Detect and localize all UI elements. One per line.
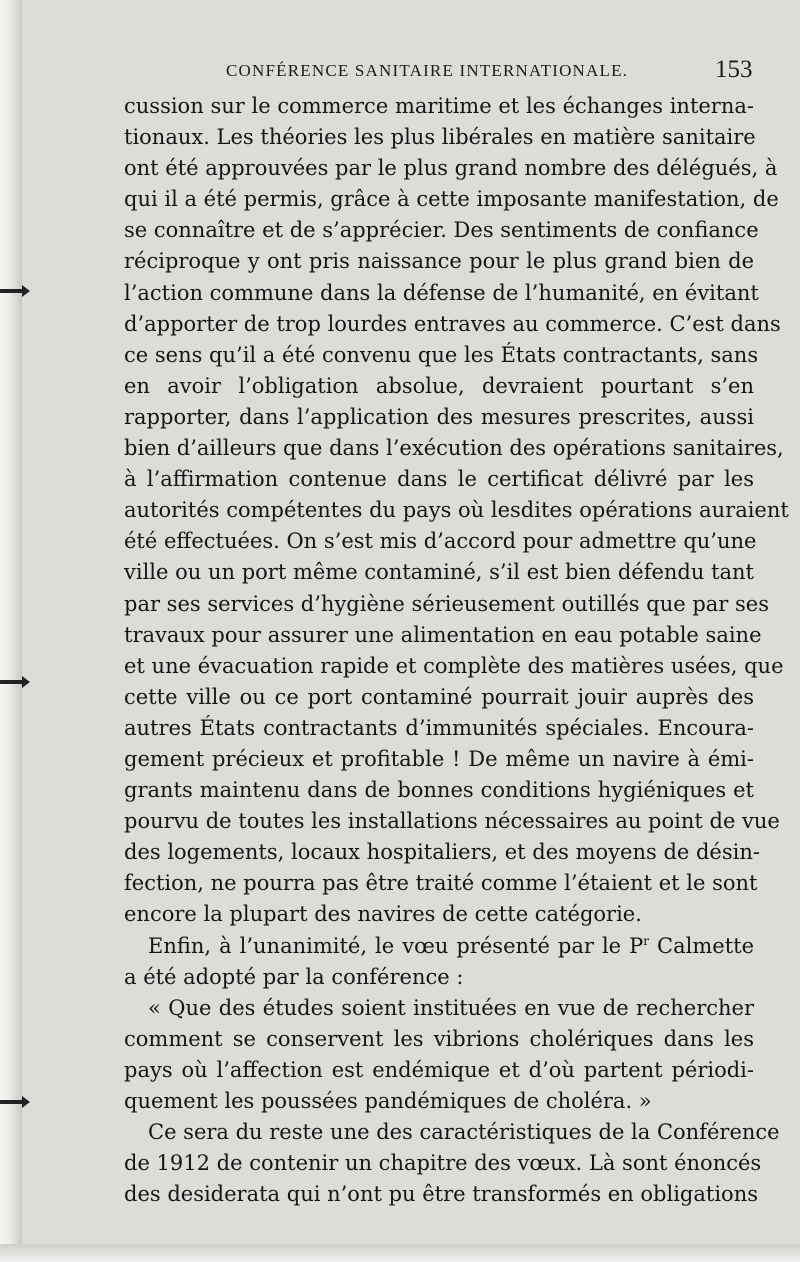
text-line: « Que des études soient instituées en vue de rechercher: [148, 995, 754, 1020]
text-line: réciproque y ont pris naissance pour le plus grand bien de: [124, 249, 754, 274]
text-line: l’action commune dans la défense de l’humanité, en évitant: [124, 280, 759, 305]
text-line: pourvu de toutes les installations nécessaires au point de vue: [124, 809, 780, 834]
text-segment: Calmette: [649, 933, 754, 958]
text-line: et une évacuation rapide et complète des matières usées, que: [124, 653, 784, 678]
text-line: à l’affirmation contenue dans le certificat délivré par les: [124, 467, 754, 492]
text-line: ce sens qu’il a été convenu que les États contractants, sans: [124, 342, 759, 367]
text-line: en avoir l’obligation absolue, devraient pourtant s’en: [124, 373, 754, 398]
page-bottom-edge: [0, 1244, 800, 1262]
text-line: pays où l’affection est endémique et d’où partent périodi-: [124, 1057, 754, 1082]
text-line: gement précieux et profitable ! De même un navire à émi-: [124, 746, 754, 771]
margin-tick-mark: [0, 680, 22, 684]
text-line: ville ou un port même contaminé, s’il est bien défendu tant: [124, 560, 754, 585]
text-line: autres États contractants d’immunités spéciales. Encoura-: [124, 715, 754, 740]
text-line: de 1912 de contenir un chapitre des vœux. Là sont énoncés: [124, 1151, 762, 1176]
body-text: [124, 91, 789, 1210]
text-line: qui il a été permis, grâce à cette imposante manifestation, de: [124, 187, 779, 212]
text-line: cussion sur le commerce maritime et les échanges interna-: [124, 94, 754, 118]
text-line: par ses services d’hygiène sérieusement outillés que par ses: [124, 591, 769, 616]
text-line: été effectuées. On s’est mis d’accord pour admettre qu’une: [124, 529, 757, 554]
page-number: 153: [715, 56, 753, 83]
text-line: rapporter, dans l’application des mesures prescrites, aussi: [124, 404, 754, 429]
text-line: a été adopté par la conférence :: [124, 964, 464, 989]
superscript-r: r: [643, 933, 650, 948]
text-line: ont été approuvées par le plus grand nombre des délégués, à: [124, 156, 778, 181]
text-line: autorités compétentes du pays où lesdites opérations auraient: [124, 498, 789, 523]
text-line: des desiderata qui n’ont pu être transformés en obligations: [124, 1182, 758, 1207]
text-line: Ce sera du reste une des caractéristiques de la Conférence: [148, 1120, 780, 1145]
text-line: d’apporter de trop lourdes entraves au commerce. C’est dans: [124, 311, 781, 336]
running-header: [0, 56, 800, 85]
text-line: fection, ne pourra pas être traité comme l’étaient et le sont: [124, 871, 758, 896]
margin-tick-mark: [0, 1100, 22, 1104]
running-header-title: CONFÉRENCE SANITAIRE INTERNATIONALE.: [226, 61, 629, 80]
text-segment: Enfin, à l’unanimité, le vœu présenté par le P: [148, 933, 644, 958]
text-line: bien d’ailleurs que dans l’exécution des opérations sanitaires,: [124, 436, 784, 461]
text-line: grants maintenu dans de bonnes conditions hygiéniques et: [124, 778, 754, 803]
text-line: tionaux. Les théories les plus libérales en matière sanitaire: [124, 125, 756, 150]
text-line-calmette: [124, 931, 754, 962]
margin-tick-mark: [0, 289, 22, 293]
text-line: cette ville ou ce port contaminé pourrait jouir auprès des: [124, 684, 754, 709]
text-line: des logements, locaux hospitaliers, et des moyens de désin-: [124, 840, 760, 865]
text-line: travaux pour assurer une alimentation en eau potable saine: [124, 622, 762, 647]
text-line: comment se conservent les vibrions cholériques dans les: [124, 1026, 754, 1051]
text-line: quement les poussées pandémiques de choléra. »: [124, 1089, 652, 1113]
text-line: se connaître et de s’apprécier. Des sentiments de confiance: [124, 218, 759, 243]
text-line: encore la plupart des navires de cette catégorie.: [124, 902, 642, 927]
page-binding-edge: [0, 0, 22, 1262]
